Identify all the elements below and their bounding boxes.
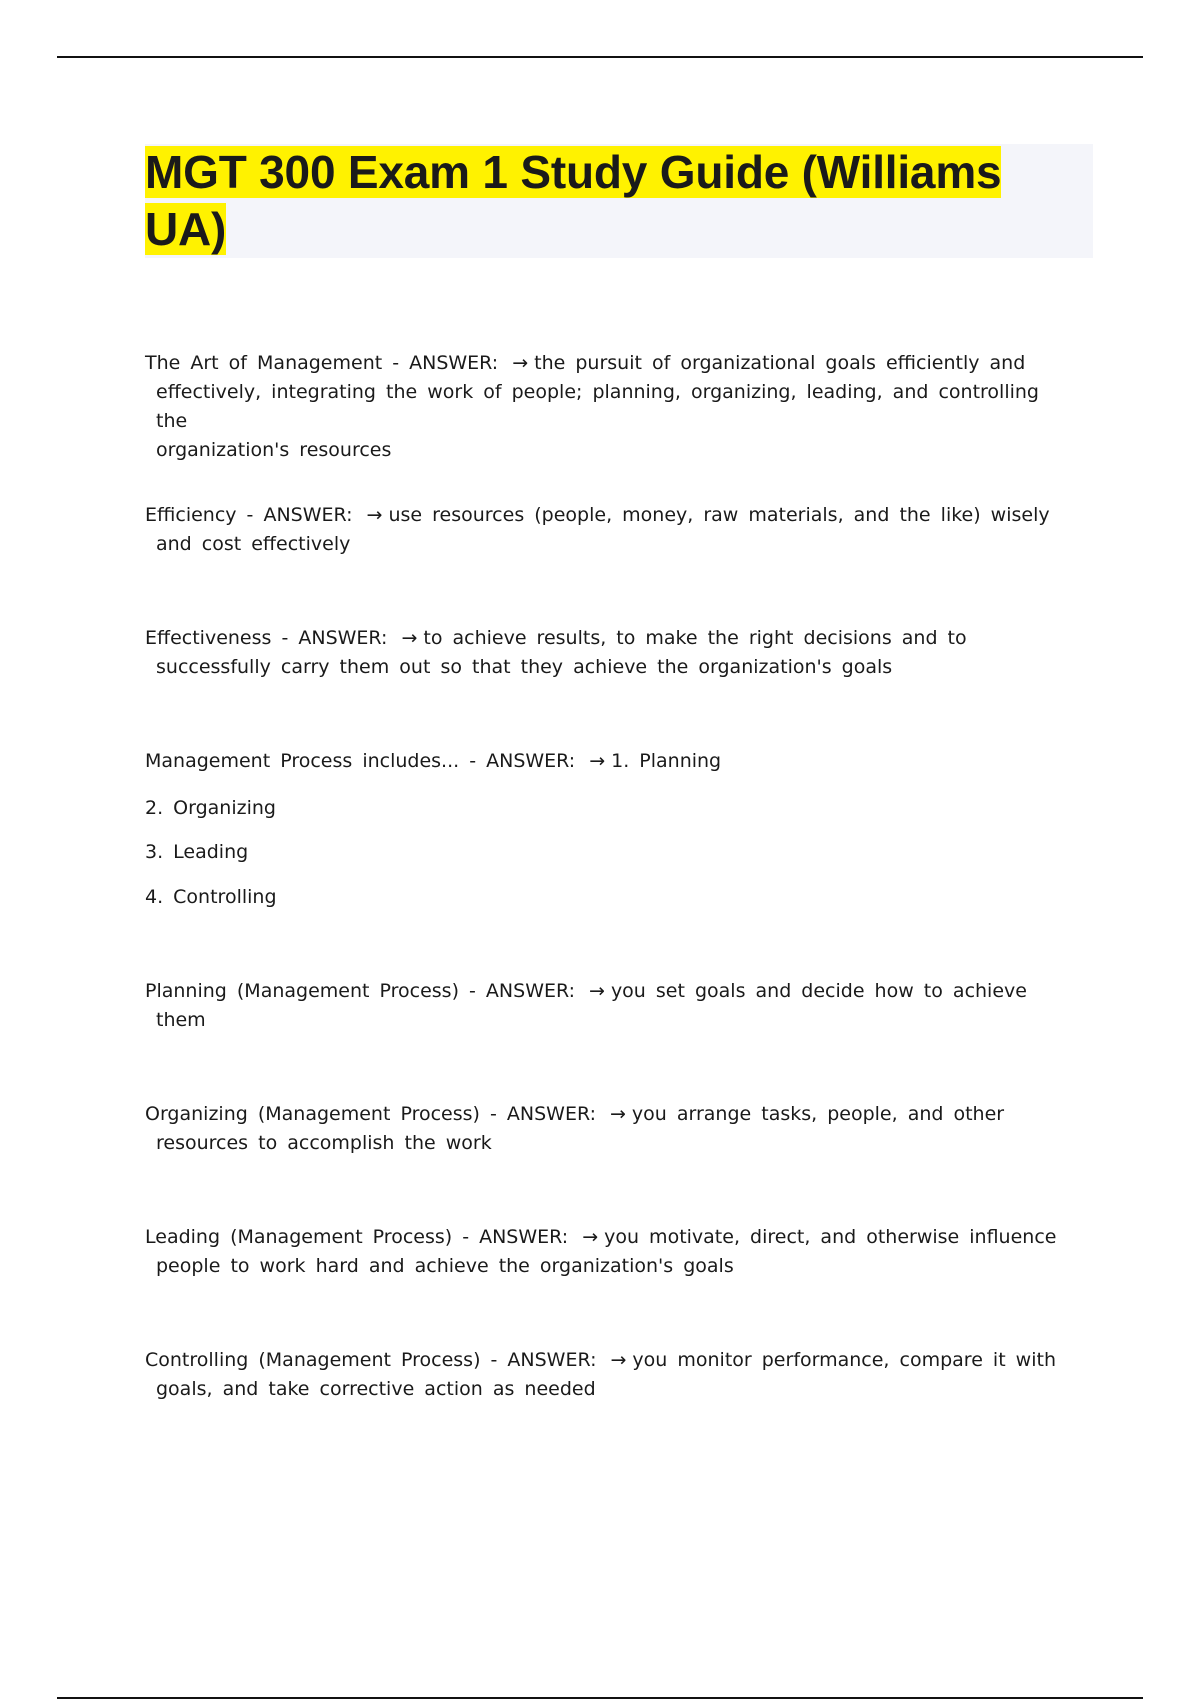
- arrow-right-icon: →: [610, 1349, 627, 1371]
- entry-controlling: [145, 1346, 1075, 1404]
- arrow-right-icon: →: [512, 352, 529, 374]
- entry-management-process: [145, 747, 1075, 776]
- entry-answer: you set goals and decide how to achieve: [610, 980, 1027, 1002]
- entry-answer: you monitor performance, compare it with: [632, 1349, 1056, 1371]
- page-title: [145, 144, 1093, 258]
- entry-continuation: people to work hard and achieve the organization's goals: [156, 1255, 734, 1277]
- entry-continuation: goals, and take corrective action as needed: [156, 1378, 596, 1400]
- list-item: 4. Controlling: [145, 886, 277, 908]
- entry-term: Organizing (Management Process) - ANSWER:: [145, 1103, 596, 1125]
- entry-continuation: them: [156, 1009, 206, 1031]
- bottom-rule: [57, 1697, 1143, 1699]
- entry-term: Controlling (Management Process) - ANSWER:: [145, 1349, 597, 1371]
- arrow-right-icon: →: [366, 504, 383, 526]
- entry-term: Management Process includes... - ANSWER:: [145, 750, 576, 772]
- entry-term: Planning (Management Process) - ANSWER:: [145, 980, 576, 1002]
- entry-answer: you motivate, direct, and otherwise influence: [604, 1226, 1057, 1248]
- arrow-right-icon: →: [609, 1103, 626, 1125]
- entry-answer: you arrange tasks, people, and other: [631, 1103, 1005, 1125]
- title-highlight: MGT 300 Exam 1 Study Guide (Williams UA): [145, 146, 1002, 255]
- entry-first-line: [145, 624, 1075, 653]
- entry-answer: the pursuit of organizational goals efficiently and: [534, 352, 1026, 374]
- entry-efficiency: [145, 501, 1075, 559]
- title-block: [145, 144, 1093, 258]
- entry-first-line: [145, 1100, 1075, 1129]
- entry-first-line: [145, 501, 1075, 530]
- arrow-right-icon: →: [582, 1226, 599, 1248]
- list-item: 2. Organizing: [145, 797, 276, 819]
- entry-first-line: [145, 977, 1075, 1006]
- arrow-right-icon: →: [589, 980, 605, 1002]
- top-rule: [57, 56, 1143, 58]
- entry-continuation: and cost effectively: [156, 533, 351, 555]
- entry-continuation: successfully carry them out so that they achieve the organization's goals: [156, 656, 893, 678]
- entry-effectiveness: [145, 624, 1075, 682]
- entry-answer: use resources (people, money, raw materials, and the like) wisely: [388, 504, 1050, 526]
- entry-term: The Art of Management - ANSWER:: [145, 352, 499, 374]
- entry-continuation: effectively, integrating the work of people; planning, organizing, leading, and controlling the: [156, 381, 1039, 432]
- entry-organizing: [145, 1100, 1075, 1158]
- entry-planning: [145, 977, 1075, 1035]
- entry-leading: [145, 1223, 1075, 1281]
- entry-first-line: [145, 1346, 1075, 1375]
- arrow-right-icon: →: [589, 750, 606, 772]
- entry-term: Effectiveness - ANSWER:: [145, 627, 388, 649]
- entry-answer: 1. Planning: [611, 750, 722, 772]
- entry-continuation: organization's resources: [156, 439, 392, 461]
- entry-first-line: [145, 1223, 1075, 1252]
- entry-art-of-management: [145, 349, 1075, 465]
- arrow-right-icon: →: [401, 627, 418, 649]
- entry-first-line: [145, 747, 1075, 776]
- list-item: 3. Leading: [145, 841, 249, 863]
- entry-first-line: [145, 349, 1075, 378]
- entry-term: Leading (Management Process) - ANSWER:: [145, 1226, 569, 1248]
- entry-term: Efficiency - ANSWER:: [145, 504, 353, 526]
- entry-answer: to achieve results, to make the right decisions and to: [423, 627, 967, 649]
- entry-continuation: resources to accomplish the work: [156, 1132, 492, 1154]
